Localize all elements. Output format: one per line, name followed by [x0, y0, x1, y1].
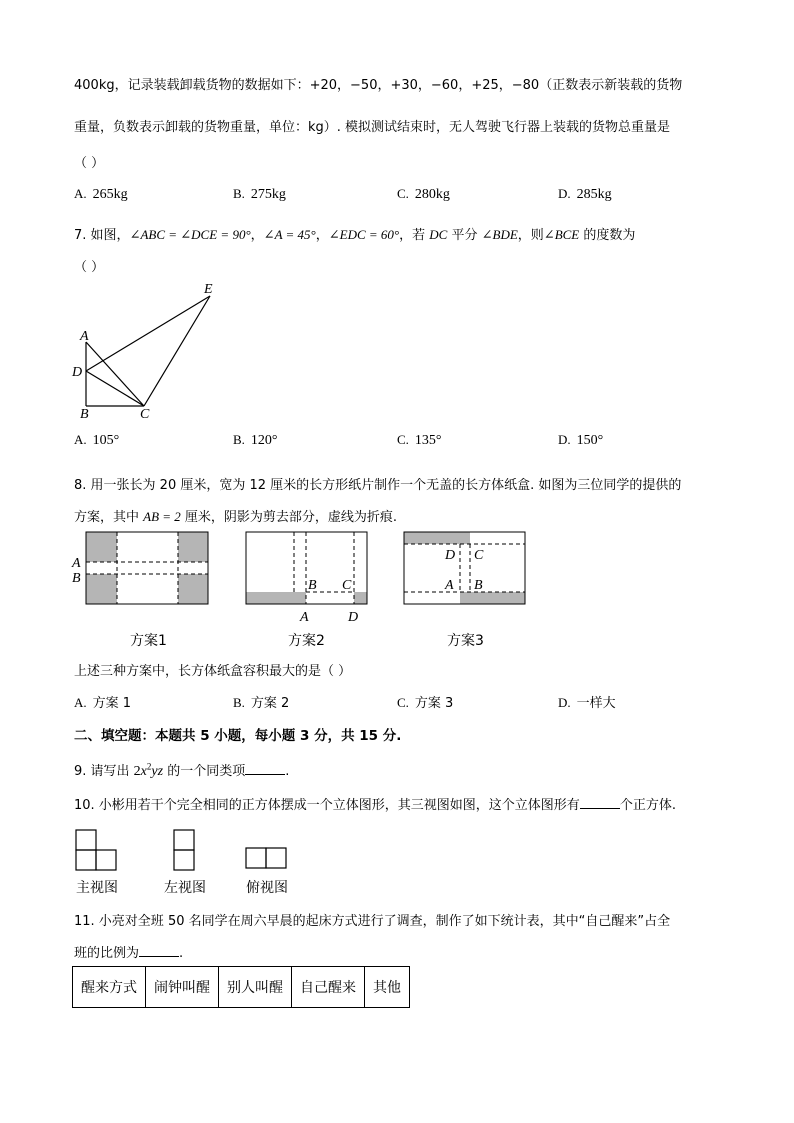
q7-option-c — [397, 432, 442, 449]
q6-option-c-letter: C. — [397, 186, 409, 201]
q11-end: . — [179, 946, 184, 961]
q8-option-b-letter: B. — [233, 695, 245, 710]
front-view-caption: 主视图 — [76, 880, 118, 896]
front-view-bottom-left-square — [76, 850, 96, 870]
plan3-cut-top — [404, 532, 470, 544]
q8-line2 — [74, 506, 397, 525]
plan2-label-a: A — [300, 610, 309, 625]
q8-option-c-text: 方案 3 — [414, 696, 454, 711]
q7-label-b: B — [80, 407, 89, 420]
plan1-figure — [70, 528, 215, 608]
table-header-cell: 醒来方式 — [73, 967, 146, 1008]
q7-bce: ∠BCE — [543, 227, 580, 242]
q7-dc: DC — [429, 227, 448, 242]
plan2-cut-right — [354, 592, 367, 604]
table-header-cell: 别人叫醒 — [219, 967, 292, 1008]
plan1-cut-tr — [178, 532, 208, 562]
q6-paren: （ ） — [74, 156, 105, 171]
q10-text: 10. 小彬用若干个完全相同的正方体摆成一个立体图形，其三视图如图，这个立体图形有 — [74, 798, 580, 813]
q7-option-d-letter: D. — [558, 432, 571, 447]
q7-label-a: A — [80, 329, 89, 344]
plan2-label-b: B — [308, 578, 317, 593]
q7-bde: ∠BDE — [481, 227, 518, 242]
q7-mid: ，若 — [399, 228, 430, 243]
q9-yz: yz — [151, 764, 164, 779]
q7-line-ac — [86, 342, 144, 406]
plan2-label-c: C — [342, 578, 352, 593]
front-view-bottom-right-square — [96, 850, 116, 870]
q7-triangle-figure — [70, 280, 230, 420]
q6-option-a-letter: A. — [74, 186, 87, 201]
plan1-cut-tl — [86, 532, 117, 562]
table-header-cell: 自己醒来 — [292, 967, 365, 1008]
q7-ask: 的度数为 — [579, 228, 636, 243]
q8-ab-equation: AB = 2 — [143, 509, 181, 524]
plan2-caption: 方案2 — [288, 633, 325, 649]
q7-bisect: 平分 — [447, 228, 482, 243]
q7-option-a — [74, 432, 119, 449]
plan3-label-c: C — [474, 548, 484, 563]
q8-option-a-letter: A. — [74, 695, 87, 710]
q7-line-de — [86, 296, 210, 371]
left-view-caption: 左视图 — [164, 880, 206, 896]
plan1-caption: 方案1 — [130, 633, 167, 649]
q7-option-c-letter: C. — [397, 432, 409, 447]
top-view-caption: 俯视图 — [246, 880, 288, 896]
plan3-label-d: D — [445, 548, 456, 563]
q7-label-c: C — [140, 407, 150, 420]
q9-exp: 2 — [146, 761, 152, 772]
q11-line2 — [74, 942, 183, 961]
q9-suffix: 的一个同类项 — [163, 764, 246, 779]
q8-line1: 8. 用一张长为 20 厘米，宽为 12 厘米的长方形纸片制作一个无盖的长方体纸盒. 如图为三位同学的提供的 — [74, 478, 682, 493]
plan3-label-b: B — [474, 578, 483, 593]
q6-option-b — [233, 186, 286, 203]
q8-option-d-letter: D. — [558, 695, 571, 710]
q6-line2: 重量，负数表示卸载的货物重量，单位：kg）. 模拟测试结束时，无人驾驶飞行器上装载的货物总重量是 — [74, 120, 671, 135]
q8-option-d — [558, 692, 616, 711]
q11-statistics-table — [72, 966, 410, 1008]
q7-label-e: E — [204, 282, 213, 297]
table-row — [73, 967, 410, 1008]
q7-stem-prefix: 如图， — [90, 228, 130, 243]
q7-option-b — [233, 432, 278, 449]
top-view-right-square — [266, 848, 286, 868]
left-view-top-square — [174, 830, 194, 850]
q7-option-d-text: 150° — [576, 433, 604, 448]
plan3-cut-bottom — [460, 592, 525, 604]
top-view-left-square — [246, 848, 266, 868]
table-header-cell: 闹钟叫醒 — [146, 967, 219, 1008]
q8-option-b — [233, 692, 289, 711]
plan3-caption: 方案3 — [447, 633, 484, 649]
q6-option-b-letter: B. — [233, 186, 245, 201]
q7-option-b-letter: B. — [233, 432, 245, 447]
q7-cond2: ∠A = 45° — [263, 227, 316, 242]
q8-option-a-text: 方案 1 — [92, 696, 132, 711]
q7-then: ，则 — [517, 228, 544, 243]
q10-answer-blank[interactable] — [580, 796, 620, 809]
q9-prefix: 9. 请写出 — [74, 764, 134, 779]
plan2-cut-left — [246, 592, 306, 604]
q7-cond3: ∠EDC = 60° — [328, 227, 400, 242]
q6-option-d — [558, 186, 612, 203]
q8-option-b-text: 方案 2 — [250, 696, 290, 711]
q7-option-b-text: 120° — [250, 433, 278, 448]
plan1-cut-br — [178, 574, 208, 604]
q7-option-a-letter: A. — [74, 432, 87, 447]
table-header-cell: 其他 — [365, 967, 410, 1008]
plan1-label-b: B — [72, 571, 81, 586]
q7-number: 7. — [74, 228, 91, 243]
left-view-bottom-square — [174, 850, 194, 870]
plan3-figure — [398, 528, 533, 608]
q11-answer-blank[interactable] — [139, 944, 179, 957]
q7-option-a-text: 105° — [92, 433, 120, 448]
q8-option-c — [397, 692, 453, 711]
q8-line2-prefix: 方案，其中 — [74, 510, 144, 525]
q7-label-d: D — [72, 365, 83, 380]
plan2-label-d: D — [348, 610, 359, 625]
q6-option-b-text: 275kg — [250, 187, 286, 202]
section2-title: 二、填空题：本题共 5 小题，每小题 3 分，共 15 分. — [74, 728, 402, 744]
q11-line1: 11. 小亮对全班 50 名同学在周六早晨的起床方式进行了调查，制作了如下统计表，其中“自己醒来”占全 — [74, 914, 671, 929]
q6-option-c-text: 280kg — [414, 187, 450, 202]
front-view-top-square — [76, 830, 96, 850]
q9-coef: 2 — [133, 764, 141, 779]
q7-option-c-text: 135° — [414, 433, 442, 448]
q8-option-a — [74, 692, 131, 711]
q6-option-d-letter: D. — [558, 186, 571, 201]
q8-line2-suffix: 厘米，阴影为剪去部分，虚线为折痕. — [180, 510, 398, 525]
q11-line2-text: 班的比例为 — [74, 946, 140, 961]
q8-option-c-letter: C. — [397, 695, 409, 710]
plan1-cut-bl — [86, 574, 117, 604]
q10-stem — [74, 794, 676, 813]
q9-answer-blank[interactable] — [245, 762, 285, 775]
q10-end: 个正方体. — [619, 798, 676, 813]
q6-line1: 400kg，记录装载卸载货物的数据如下：+20，−50，+30，−60，+25，−80（正数表示新装载的货物 — [74, 78, 683, 93]
q9-end: . — [285, 764, 290, 779]
q9-stem — [74, 760, 289, 780]
q9-x: x — [140, 764, 147, 779]
q6-option-c — [397, 186, 450, 203]
plan2-figure — [240, 528, 375, 628]
q7-line-dc — [86, 371, 144, 406]
q7-option-d — [558, 432, 603, 449]
q7-paren: （ ） — [74, 260, 105, 275]
plan1-label-a: A — [72, 556, 81, 571]
q7-cond1: ∠ABC = ∠DCE = 90° — [129, 227, 251, 242]
q8-question: 上述三种方案中，长方体纸盒容积最大的是（ ） — [74, 664, 352, 679]
q7-sep1: ， — [250, 228, 264, 243]
q7-line-ce — [144, 296, 210, 406]
q7-sep2: ， — [315, 228, 329, 243]
q7-stem — [74, 224, 635, 243]
plan3-label-a: A — [445, 578, 454, 593]
q8-option-d-text: 一样大 — [576, 696, 616, 711]
q10-three-views — [70, 826, 300, 874]
q6-option-a-text: 265kg — [92, 187, 128, 202]
q6-option-d-text: 285kg — [576, 187, 612, 202]
q6-option-a — [74, 186, 128, 203]
